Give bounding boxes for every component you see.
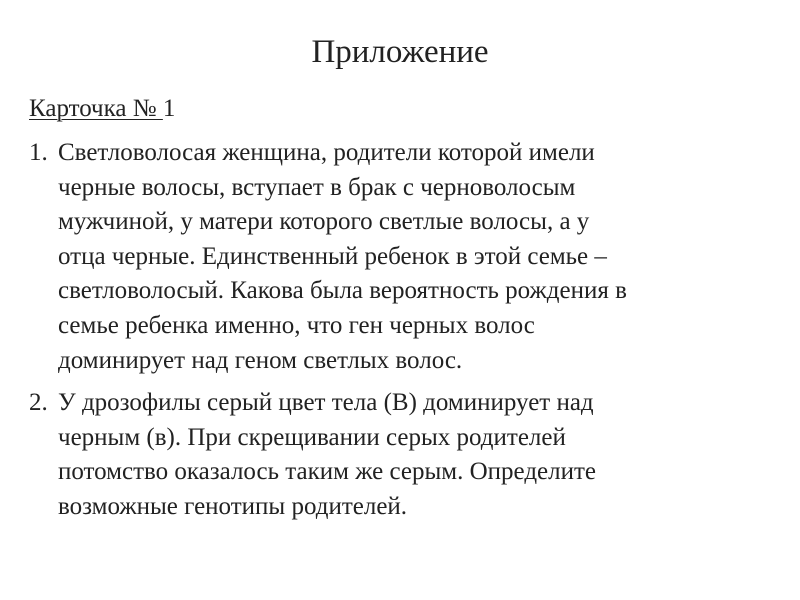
task-text-line: светловолосый. Какова была вероятность рождения в [58,277,627,305]
task-text-line: У дрозофилы серый цвет тела (В) доминирует над [58,389,594,417]
card-label [29,93,175,125]
slide-title: Приложение [311,34,489,70]
task-text-line: черным (в). При скрещивании серых родителей [58,423,566,451]
task-item-1 [29,136,781,378]
task-number: 2. [29,389,48,417]
task-text-line: потомство оказалось таким же серым. Определите [58,458,597,486]
task-text-line: возможные генотипы родителей. [58,492,408,520]
task-text-line: Светловолосая женщина, родители которой имели [58,139,595,166]
task-number: 1. [29,139,48,166]
task-text-line: черные волосы, вступает в брак с черноволосым [58,173,576,201]
task-text-line: отца черные. Единственный ребенок в этой семье – [58,242,607,270]
task-text-line: доминирует над геном светлых волос. [58,346,463,374]
card-label-text: Карточка № [29,95,163,122]
task-item-2 [29,386,781,524]
task-text-line: мужчиной, у матери которого светлые волосы, а у [58,208,590,236]
task-text-line: семье ребенка именно, что ген черных волос [58,311,535,339]
card-number: 1 [162,95,176,122]
task-list [29,136,781,533]
